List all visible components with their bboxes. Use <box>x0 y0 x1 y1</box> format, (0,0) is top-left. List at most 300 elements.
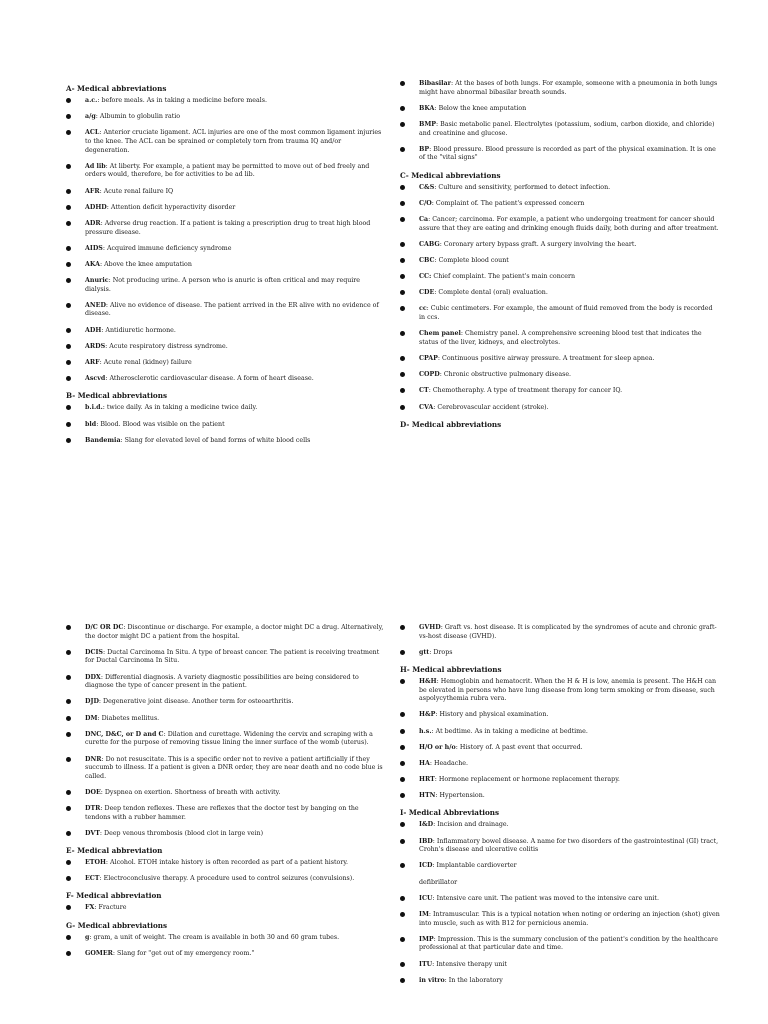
abbreviation-term: CPAP <box>419 355 438 362</box>
abbreviation-item <box>400 146 720 163</box>
page2-left-column <box>66 624 386 966</box>
bullet-icon <box>66 675 71 680</box>
bullet-icon <box>400 729 405 734</box>
bullet-icon <box>66 757 71 762</box>
abbreviation-term: AFR <box>85 187 100 195</box>
abbreviation-definition: Hormone replacement or hormone replacement therapy. <box>438 776 620 784</box>
page1-left-column <box>66 78 386 453</box>
abbreviation-item <box>400 711 720 720</box>
bullet-icon <box>66 303 71 308</box>
term-separator: : <box>123 624 128 631</box>
abbreviation-item <box>66 188 386 197</box>
bullet-icon <box>66 876 71 881</box>
term-separator: : <box>433 403 438 411</box>
abbreviation-item <box>66 302 386 319</box>
bullet-icon <box>66 114 71 119</box>
abbreviation-term: DTR <box>85 805 101 813</box>
abbreviation-definition: Deep venous thrombosis (blood clot in large vein) <box>104 829 264 837</box>
abbreviation-item <box>66 875 386 884</box>
abbreviation-definition: Above the knee amputation <box>104 260 192 268</box>
abbreviation-item <box>66 805 386 822</box>
abbreviation-definition: Anterior cruciate ligament. ACL injuries are one of the most common ligament injuries to the knee. The ACL can be sprained or completely torn from trauma IQ and/or degeneration. <box>85 129 382 154</box>
term-separator: : <box>426 305 431 313</box>
term-separator: : <box>100 260 105 268</box>
abbreviation-item <box>400 838 720 855</box>
abbreviation-term: C&S <box>419 183 435 191</box>
term-separator: : <box>108 277 113 285</box>
term-separator: : <box>105 859 111 867</box>
abbreviation-item <box>400 289 720 298</box>
term-separator: : <box>96 420 101 428</box>
abbreviation-item <box>66 731 386 748</box>
abbreviation-term: ADHD <box>85 203 107 211</box>
term-separator: : <box>97 97 102 104</box>
term-separator: : <box>434 104 439 112</box>
abbreviation-term: CDE <box>419 289 435 297</box>
term-separator: : <box>100 805 105 813</box>
term-separator: : <box>432 862 437 870</box>
abbreviation-definition: Not producing urine. A person who is anuric is often critical and may require dialysis. <box>85 277 361 293</box>
abbreviation-term: DCIS <box>85 648 103 656</box>
abbreviation-definition: Acute renal (kidney) failure <box>103 359 192 366</box>
bullet-icon <box>400 306 405 311</box>
abbreviation-item <box>66 220 386 237</box>
bullet-icon <box>400 331 405 336</box>
term-separator: : <box>432 837 437 845</box>
abbreviation-term: H&P <box>419 711 436 719</box>
abbreviation-definition: Hemoglobin and hematocrit. When the H & H is low, anemia is present. The H&H can be elevated in persons who have lung disease from long term smoking or from disease, such aspolycythemia rubra vera. <box>419 677 717 703</box>
term-separator: : <box>163 730 168 738</box>
abbreviation-term: BKA <box>419 104 435 112</box>
abbreviation-term: IMP <box>419 935 434 943</box>
term-separator: : <box>428 215 433 223</box>
abbreviation-definition: Basic metabolic panel. Electrolytes (potassium, sodium, carbon dioxide, and chloride) and creatinine and glucose. <box>419 120 715 137</box>
abbreviation-definition: At liberty. For example, a patient may be permitted to move out of bed freely and orders would, therefore, be for activities to be ad lib. <box>85 162 370 179</box>
term-separator: : <box>97 714 102 722</box>
abbreviation-definition: Chemistry panel. A comprehensive screening blood test that indicates the status of the liver, kidneys, and electrolytes. <box>419 330 702 346</box>
term-separator: : <box>434 256 439 264</box>
abbreviation-definition: Chronic obstructive pulmonary disease. <box>443 371 572 379</box>
abbreviation-term: a.c. <box>85 97 98 104</box>
abbreviation-term: GVHD <box>419 624 441 631</box>
bullet-icon <box>400 679 405 684</box>
term-separator: : <box>106 203 111 211</box>
abbreviation-definition: Cubic centimeters. For example, the amount of fluid removed from the body is recorded in ccs. <box>419 305 713 322</box>
abbreviation-term: Ca <box>419 215 429 223</box>
abbreviation-term: IBD <box>419 837 433 845</box>
bullet-icon <box>66 935 71 940</box>
term-separator: : <box>100 219 105 227</box>
term-separator: : <box>437 355 443 362</box>
abbreviation-definition: Ductal Carcinoma In Situ. A type of breast cancer. The patient is receiving treatment for Ductal Carcinoma In Situ. <box>85 648 380 665</box>
term-separator: : <box>98 698 104 706</box>
abbreviation-term: Chem panel <box>419 330 461 338</box>
abbreviation-term: C/O <box>419 199 432 207</box>
abbreviation-term: DOE <box>85 788 101 796</box>
abbreviation-item <box>400 977 720 986</box>
abbreviation-definition: Complete dental (oral) evaluation. <box>438 289 548 297</box>
abbreviation-term: CVA <box>419 403 434 411</box>
abbreviation-definition: Degenerative joint disease. Another term for osteoarthritis. <box>103 698 294 706</box>
term-separator: : <box>105 375 110 383</box>
abbreviation-item <box>400 744 720 753</box>
abbreviation-definition: Complete blood count <box>438 256 509 264</box>
bullet-icon <box>400 712 405 717</box>
bullet-icon <box>400 839 405 844</box>
bullet-icon <box>66 164 71 169</box>
abbreviation-term: ACL <box>85 129 100 137</box>
term-separator: : <box>112 949 117 957</box>
term-separator: : <box>450 80 456 87</box>
bullet-icon <box>66 376 71 381</box>
abbreviation-item <box>400 404 720 413</box>
abbreviation-term: DNR <box>85 755 102 763</box>
abbreviation-term: ECT <box>85 875 100 883</box>
abbreviation-term: ARDS <box>85 342 106 350</box>
term-separator: : <box>89 933 94 941</box>
abbreviation-item <box>66 129 386 155</box>
bullet-icon <box>400 290 405 295</box>
abbreviation-definition: Graft vs. host disease. It is complicated by the syndromes of acute and chronic graft-vs-host disease (GVHD). <box>419 624 717 640</box>
abbreviation-definition: History of. A past event that occurred. <box>459 743 583 751</box>
bullet-icon <box>66 246 71 251</box>
bullet-icon <box>400 185 405 190</box>
term-separator: : <box>105 342 110 350</box>
page2-right-column <box>400 624 720 993</box>
abbreviation-term: gtt <box>419 648 430 656</box>
bullet-icon <box>66 831 71 836</box>
term-separator: : <box>429 648 434 656</box>
section-heading: F- Medical abbreviation <box>66 891 162 901</box>
bullet-icon <box>66 221 71 226</box>
bullet-icon <box>400 242 405 247</box>
abbreviation-definition: Acquired immune deficiency syndrome <box>106 244 232 252</box>
term-separator: : <box>99 875 104 883</box>
abbreviation-item <box>66 97 386 106</box>
abbreviation-definition: Intensive care unit. The patient was moved to the intensive care unit. <box>436 894 659 902</box>
abbreviation-definition: Headache. <box>433 759 469 767</box>
bullet-icon <box>66 422 71 427</box>
abbreviation-term: FX <box>85 904 95 912</box>
bullet-icon <box>400 793 405 798</box>
abbreviation-term: b.i.d. <box>85 404 103 412</box>
abbreviation-definition: Continuous positive airway pressure. A treatment for sleep apnea. <box>442 355 655 362</box>
abbreviation-term: g <box>85 933 90 941</box>
abbreviation-item <box>66 624 386 641</box>
abbreviation-definition: Blood. Blood was visible on the patient <box>100 420 225 428</box>
abbreviation-definition: Impression. This is the summary conclusion of the patient's condition by the healthcare professional at that particular date and time. <box>419 935 718 952</box>
abbreviation-item <box>66 163 386 180</box>
bullet-icon <box>66 189 71 194</box>
bullet-icon <box>400 761 405 766</box>
term-separator: : <box>429 145 434 153</box>
bullet-icon <box>400 81 405 86</box>
abbreviation-definition: Fracture <box>98 904 127 912</box>
abbreviation-term: a/g <box>85 113 96 121</box>
abbreviation-item <box>66 245 386 254</box>
term-separator: : <box>99 129 104 137</box>
abbreviation-term: ARF <box>85 359 100 366</box>
bullet-icon <box>400 978 405 983</box>
bullet-icon <box>400 258 405 263</box>
term-separator: : <box>431 199 436 207</box>
bullet-icon <box>400 822 405 827</box>
abbreviation-item <box>66 343 386 352</box>
abbreviation-term: CABG <box>419 240 440 248</box>
abbreviation-item <box>66 756 386 782</box>
abbreviation-item <box>66 830 386 839</box>
abbreviation-definition: Albumin to globulin ratio <box>99 113 181 121</box>
bullet-icon <box>66 716 71 721</box>
term-separator: : <box>436 120 441 128</box>
section-heading: H- Medical abbreviations <box>400 664 502 674</box>
term-separator: : <box>439 240 444 248</box>
abbreviation-definition: Diabetes mellitus. <box>101 714 160 722</box>
abbreviation-item <box>400 728 720 737</box>
bullet-icon <box>66 278 71 283</box>
term-separator: : <box>444 976 449 984</box>
abbreviation-definition: Adverse drug reaction. If a patient is taking a prescription drug to treat high blood pressure disease. <box>85 219 371 236</box>
bullet-icon <box>66 951 71 956</box>
abbreviation-definition: before meals. As in taking a medicine before meals. <box>101 97 267 104</box>
abbreviation-definition: Incision and drainage. <box>437 821 509 829</box>
bullet-icon <box>66 905 71 910</box>
abbreviation-item <box>400 355 720 364</box>
abbreviation-definition: Implantable cardioverter <box>436 862 517 870</box>
bullet-icon <box>400 962 405 967</box>
abbreviation-term: AKA <box>85 260 100 268</box>
abbreviation-definition: Slang for elevated level of band forms of white blood cells <box>124 436 311 444</box>
abbreviation-definition: Alcohol. ETOH intake history is often recorded as part of a patient history. <box>110 859 349 867</box>
bullet-icon <box>400 274 405 279</box>
abbreviation-item <box>400 862 720 871</box>
term-separator: : <box>102 404 107 412</box>
abbreviation-definition: Deep tendon reflexes. These are reflexes that the doctor test by banging on the tendons with a rubber hammer. <box>85 805 359 821</box>
bullet-icon <box>66 405 71 410</box>
bullet-icon <box>400 372 405 377</box>
abbreviation-definition: Acute renal failure IQ <box>103 187 174 195</box>
bullet-icon <box>66 790 71 795</box>
abbreviation-item <box>66 359 386 368</box>
abbreviation-term: HTN <box>419 792 436 800</box>
section-heading: A- Medical abbreviations <box>66 84 167 93</box>
term-separator: : <box>433 821 438 829</box>
abbreviation-term: ITU <box>419 960 433 968</box>
bullet-icon <box>66 262 71 267</box>
abbreviation-definition: Acute respiratory distress syndrome. <box>109 342 228 350</box>
bullet-icon <box>400 777 405 782</box>
abbreviation-term: Bandemia <box>85 436 121 444</box>
term-separator: : <box>440 624 445 631</box>
abbreviation-definition: Complaint of. The patient's expressed concern <box>435 199 585 207</box>
abbreviation-item <box>400 105 720 114</box>
term-separator: : <box>435 711 440 719</box>
term-separator: : <box>432 894 437 902</box>
bullet-icon <box>400 122 405 127</box>
bullet-icon <box>66 344 71 349</box>
abbreviation-definition: History and physical examination. <box>439 711 549 719</box>
term-separator: : <box>460 330 466 338</box>
bullet-icon <box>66 625 71 630</box>
term-separator: : <box>105 162 110 170</box>
abbreviation-term: BP <box>419 145 430 153</box>
abbreviation-item <box>66 421 386 430</box>
abbreviation-term: ICU <box>419 894 433 902</box>
abbreviation-item <box>66 204 386 213</box>
bullet-icon <box>400 896 405 901</box>
term-separator: : <box>433 935 438 943</box>
term-separator: : <box>99 187 104 195</box>
bullet-icon <box>400 745 405 750</box>
abbreviation-item <box>400 305 720 322</box>
abbreviation-term: CBC <box>419 256 435 264</box>
abbreviation-definition: Dilation and curettage. Widening the cervix and scraping with a curette for the purpose of removing tissue lining the inner surface of the womb (uterus). <box>85 730 373 747</box>
abbreviation-definition: Chemotheraphy. A type of treatment therapy for cancer IQ. <box>432 387 623 395</box>
abbreviation-item <box>400 624 720 641</box>
abbreviation-term: H/O or h/o <box>419 743 456 751</box>
abbreviation-item <box>400 330 720 347</box>
section-heading: G- Medical abbreviations <box>66 920 168 930</box>
term-separator: : <box>100 788 105 796</box>
bullet-icon <box>400 937 405 942</box>
abbreviation-item <box>66 904 386 913</box>
abbreviation-term: DM <box>85 714 98 722</box>
term-separator: : <box>94 904 99 912</box>
abbreviation-term: Ad lib <box>85 162 106 170</box>
abbreviation-item <box>400 961 720 970</box>
bullet-icon <box>66 360 71 365</box>
abbreviation-term: COPD <box>419 371 440 379</box>
term-separator: : <box>100 673 105 681</box>
abbreviation-item <box>400 257 720 266</box>
section-heading: D- Medical abbreviations <box>400 419 502 429</box>
abbreviation-definition: Hypertension. <box>439 792 485 800</box>
bullet-icon <box>66 806 71 811</box>
term-separator: : <box>99 359 104 366</box>
abbreviation-term: BMP <box>419 120 437 128</box>
abbreviation-term: h.s. <box>419 727 432 735</box>
abbreviation-item <box>66 437 386 446</box>
abbreviation-definition: Drops <box>433 648 453 656</box>
abbreviation-definition: Attention deficit hyperactivity disorder <box>110 203 236 211</box>
abbreviation-term: IM <box>419 911 429 918</box>
section-heading: B- Medical abbreviations <box>66 391 167 401</box>
bullet-icon <box>400 201 405 206</box>
section-heading: E- Medical abbreviation <box>66 846 163 856</box>
abbreviation-definition: Blood pressure. Blood pressure is recorded as part of the physical examination. It is one of the "vital signs" <box>419 145 716 162</box>
abbreviation-term: in vitro <box>419 976 445 984</box>
abbreviation-definition: Do not resuscitate. This is a specific order not to revive a patient artificially if they succumb to illness. If a patient is given a DNR order, they are near death and no code blue is called. <box>85 755 383 780</box>
abbreviation-item <box>66 277 386 294</box>
abbreviation-term: DVT <box>85 829 100 837</box>
bullet-icon <box>400 912 405 917</box>
abbreviation-definition: Chief complaint. The patient's main concern <box>433 273 576 281</box>
abbreviation-definition: Discontinue or discharge. For example, a doctor might DC a drug. Alternatively, the doctor might DC a patient from the hospital. <box>85 624 384 640</box>
abbreviation-term: DNC, D&C, or D and C <box>85 730 164 738</box>
abbreviation-item <box>400 678 720 704</box>
term-separator: : <box>120 436 125 444</box>
abbreviation-term: ETOH <box>85 859 106 867</box>
abbreviation-definition: At bedtime. As in taking a medicine at bedtime. <box>435 727 588 735</box>
abbreviation-definition: Cerebrovascular accident (stroke). <box>437 403 549 411</box>
bullet-icon <box>400 863 405 868</box>
term-separator: : <box>429 759 434 767</box>
section-heading: I- Medical Abbreviations <box>400 808 500 818</box>
abbreviation-definition: Below the knee amputation <box>438 104 527 112</box>
abbreviation-item <box>66 327 386 336</box>
bullet-icon <box>400 625 405 630</box>
abbreviation-item <box>66 375 386 384</box>
term-separator: : <box>101 755 106 763</box>
abbreviation-definition: Electroconclusive therapy. A procedure used to control seizures (convulsions). <box>103 875 355 883</box>
abbreviation-term: AIDS <box>85 244 103 252</box>
abbreviation-item <box>400 821 720 830</box>
abbreviation-term: GOMER <box>85 949 113 957</box>
abbreviation-item <box>66 261 386 270</box>
abbreviation-item <box>400 184 720 193</box>
abbreviation-definition: Cancer; carcinoma. For example, a patient who undergoing treatment for cancer should assure that they are eating and drinking enough fluids daily, both during and after treatment. <box>419 215 719 232</box>
bullet-icon <box>400 388 405 393</box>
term-separator: : <box>436 677 441 685</box>
abbreviation-item <box>66 404 386 413</box>
abbreviation-definition: At the bases of both lungs. For example, someone with a pneumonia in both lungs might have abnormal bibasilar breath sounds. <box>419 80 718 96</box>
abbreviation-definition: Culture and sensitivity, performed to detect infection. <box>438 183 611 191</box>
abbreviation-item <box>66 113 386 122</box>
term-separator: : <box>431 727 436 735</box>
abbreviation-term: Anuric <box>85 277 109 285</box>
abbreviation-item <box>400 895 720 904</box>
abbreviation-item <box>66 674 386 691</box>
abbreviation-term: DJD <box>85 698 99 706</box>
bullet-icon <box>66 438 71 443</box>
abbreviation-definition: Differential diagnosis. A variety diagnostic possibilities are being considered to diagnose the type of cancer present in the patient. <box>85 673 359 690</box>
abbreviation-definition: Coronary artery bypass graft. A surgery involving the heart. <box>443 240 637 248</box>
abbreviation-item <box>400 649 720 658</box>
bullet-icon <box>66 699 71 704</box>
abbreviation-definition: Antidiuretic hormone. <box>105 326 176 334</box>
bullet-icon <box>400 106 405 111</box>
term-separator: : <box>434 289 439 297</box>
page1-right-column <box>400 80 720 433</box>
abbreviation-term: ICD <box>419 862 433 870</box>
term-separator: : <box>439 371 444 379</box>
abbreviation-item <box>400 371 720 380</box>
continuation-text: defibrillator <box>419 878 458 886</box>
abbreviation-definition: gram, a unit of weight. The cream is available in both 30 and 60 gram tubes. <box>93 933 340 941</box>
term-separator: : <box>455 743 460 751</box>
bullet-icon <box>400 650 405 655</box>
abbreviation-definition: In the laboratory <box>448 976 503 984</box>
bullet-icon <box>66 650 71 655</box>
abbreviation-term: ADH <box>85 326 102 334</box>
abbreviation-item <box>400 936 720 953</box>
abbreviation-item <box>66 950 386 959</box>
bullet-icon <box>400 356 405 361</box>
term-separator: : <box>434 776 439 784</box>
term-separator: : <box>435 792 440 800</box>
term-separator: : <box>102 244 107 252</box>
bullet-icon <box>400 217 405 222</box>
abbreviation-item <box>66 859 386 868</box>
term-separator: : <box>95 113 100 121</box>
abbreviation-definition: Atherosclerotic cardiovascular disease. A form of heart disease. <box>109 375 314 383</box>
abbreviation-term: Bibasilar <box>419 80 451 87</box>
bullet-icon <box>66 732 71 737</box>
abbreviation-item <box>400 911 720 928</box>
abbreviation-term: H&H <box>419 677 437 685</box>
abbreviation-term: ANED <box>85 301 106 309</box>
abbreviation-item <box>400 760 720 769</box>
